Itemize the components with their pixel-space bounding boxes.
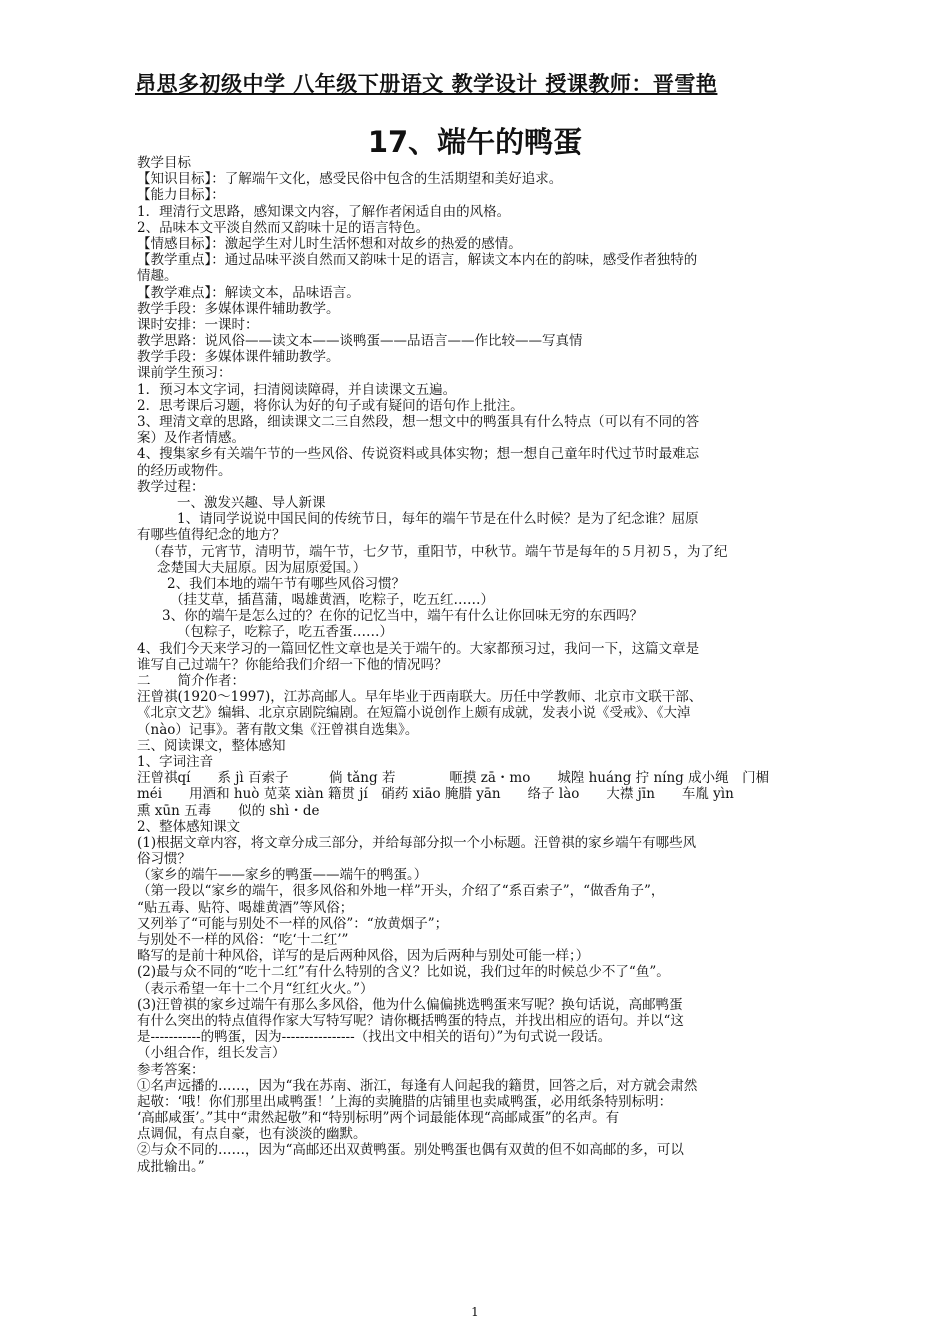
teaching-approach: 教学思路：说风俗——读文本——谈鸭蛋——品语言——作比较——写真情 bbox=[137, 333, 583, 350]
preview-3: 3、理清文章的思路，细读课文二三自然段，想一想文中的鸭蛋具有什么特点（可以有不同的答 bbox=[137, 414, 700, 430]
question-1-cont: 有哪些值得纪念的地方？ bbox=[137, 527, 286, 544]
author-heading: 二 简介作者： bbox=[137, 673, 245, 689]
task-3-note: （小组合作，组长发言） bbox=[137, 1045, 286, 1062]
reference-1-cont-3: 点调侃，有点自豪，也有淡淡的幽默。 bbox=[137, 1126, 367, 1143]
ability-goal-2: 2、品味本文平淡自然而又韵味十足的语言特色。 bbox=[137, 219, 430, 236]
step-1-heading: 一、激发兴趣、导人新课 bbox=[177, 494, 326, 511]
page-header: 昂思多初级中学 八年级下册语文 教学设计 授课教师：晋雪艳 bbox=[135, 72, 718, 96]
task-3-cont-2: 是-----------的鸭蛋，因为----------------（找出文中相关的语句）”为句式说一段话。 bbox=[137, 1029, 612, 1046]
question-4: 4、我们今天来学习的一篇回忆性文章也是关于端午的。大家都预习过，我问一下，这篇文章是 bbox=[137, 640, 700, 657]
knowledge-goal: 【知识目标】：了解端午文化，感受民俗中包含的生活期望和美好追求。 bbox=[137, 171, 563, 188]
question-2: 2、我们本地的端午节有哪些风俗习惯？ bbox=[167, 575, 406, 592]
teaching-difficulty: 【教学难点】：解读文本，品味语言。 bbox=[137, 284, 360, 301]
section-heading: 教学目标 bbox=[137, 155, 191, 171]
reference-1-cont-2: ‘高邮咸蛋’。”其中“肃然起敬”和“特别标明”两个词最能体现“高邮咸蛋”的名声。有 bbox=[137, 1110, 620, 1127]
task-2-answer: （表示希望一年十二个月“红红火火。”） bbox=[137, 980, 374, 997]
answer-3: （包粽子，吃粽子，吃五香蛋……） bbox=[177, 624, 393, 641]
teaching-means: 教学手段：多媒体课件辅助教学。 bbox=[137, 300, 340, 317]
lesson-body bbox=[137, 155, 817, 1175]
task-2: (2)最与众不同的“吃十二红”有什么特别的含义？比如说，我们过年的时候总少不了“鱼”。 bbox=[137, 964, 670, 981]
task-1-detail-1: （第一段以“家乡的端午，很多风俗和外地一样”开头，介绍了“系百索子”，“做香角子”， bbox=[137, 883, 665, 900]
overview-heading: 2、整体感知课文 bbox=[137, 818, 241, 835]
question-3: 3、你的端午是怎么过的？在你的记忆当中，端午有什么让你回味无穷的东西吗？ bbox=[162, 608, 644, 625]
preview-heading: 课前学生预习： bbox=[137, 365, 232, 382]
question-1: 1、请同学说说中国民间的传统节日，每年的端午节是在什么时候？是为了纪念谁？屈原 bbox=[177, 511, 699, 528]
emotion-goal: 【情感目标】：激起学生对儿时生活怀想和对故乡的热爱的感情。 bbox=[137, 235, 522, 252]
task-3: (3)汪曾祺的家乡过端午有那么多风俗，他为什么偏偏挑选鸭蛋来写呢？换句话说，高邮鸭蛋 bbox=[137, 996, 683, 1013]
task-1: (1)根据文章内容，将文章分成三部分，并给每部分拟一个小标题。汪曾祺的家乡端午有哪些风 bbox=[137, 834, 697, 851]
task-1-answer: （家乡的端午——家乡的鸭蛋——端午的鸭蛋。） bbox=[137, 867, 428, 884]
answer-1-cont: 念楚国大夫屈原。因为屈原爱国。） bbox=[157, 559, 367, 576]
task-1-detail-2: “贴五毒、贴符、喝雄黄酒”等风俗； bbox=[137, 899, 354, 916]
reading-heading: 三、阅读课文，整体感知 bbox=[137, 737, 286, 754]
task-1-detail-5: 略写的是前十种风俗，详写的是后两种风俗，因为后两种与别处可能一样；） bbox=[137, 948, 590, 965]
teaching-focus-cont: 情趣。 bbox=[137, 268, 178, 285]
question-4-cont: 谁写自己过端午？你能给我们介绍一下他的情况吗？ bbox=[137, 656, 448, 673]
answer-2: （挂艾草，插菖蒲，喝雄黄酒，吃粽子，吃五红……） bbox=[170, 592, 494, 609]
task-1-detail-3: 又列举了“可能与别处不一样的风俗”：“放黄烟子”； bbox=[137, 915, 449, 932]
preview-4-cont: 的经历或物件。 bbox=[137, 462, 232, 479]
ability-goal-heading: 【能力目标】： bbox=[137, 187, 225, 204]
teaching-focus: 【教学重点】：通过品味平淡自然而又韵味十足的语言，解读文本内在的韵味，感受作者独特的 bbox=[137, 252, 698, 269]
preview-3-cont: 案）及作者情感。 bbox=[137, 430, 245, 447]
reference-1: ①名声远播的……，因为“我在苏南、浙江，每逢有人问起我的籍贯，回答之后，对方就会肃然 bbox=[137, 1077, 698, 1094]
author-bio-2: 《北京文艺》编辑、北京京剧院编剧。在短篇小说创作上颇有成就，发表小说《受戒》、《大淖 bbox=[137, 705, 691, 722]
page-number: 1 bbox=[471, 1305, 479, 1319]
reference-2: ②与众不同的……，因为“高邮还出双黄鸭蛋。别处鸭蛋也偶有双黄的但不如高邮的多，可以 bbox=[137, 1142, 684, 1159]
author-bio-3: （nào）记事》。著有散文集《汪曾祺自选集》。 bbox=[137, 721, 419, 738]
reference-2-cont: 成批输出。” bbox=[137, 1158, 205, 1175]
author-bio-1: 汪曾祺(1920～1997)，江苏高邮人。早年毕业于西南联大。历任中学教师、北京市文联干部、 bbox=[137, 689, 703, 706]
ability-goal-1: 1．理清行文思路，感知课文内容，了解作者闲适自由的风格。 bbox=[137, 203, 511, 220]
process-heading: 教学过程： bbox=[137, 478, 205, 495]
task-3-cont-1: 有什么突出的特点值得作家大写特写呢？请你概括鸭蛋的特点，并找出相应的语句。并以“这 bbox=[137, 1012, 684, 1029]
pinyin-heading: 1、字词注音 bbox=[137, 753, 214, 770]
pinyin-line-2: méi 用酒和 huò 苋菜 xiàn 籍贯 jí 硝药 xiāo 腌腊 yān 络子 lào 大襟 jīn 车胤 yìn bbox=[137, 786, 734, 803]
preview-4: 4、搜集家乡有关端午节的一些风俗、传说资料或具体实物；想一想自己童年时代过节时最难忘 bbox=[137, 446, 700, 463]
teaching-means-2: 教学手段：多媒体课件辅助教学。 bbox=[137, 349, 340, 366]
reference-heading: 参考答案： bbox=[137, 1061, 205, 1078]
reference-1-cont-1: 起敬：‘哦！你们那里出咸鸭蛋！’上海的卖腌腊的店铺里也卖咸鸭蛋，必用纸条特别标明： bbox=[137, 1093, 673, 1110]
pinyin-line-1: 汪曾祺qí 系 jì 百索子 倘 tǎng 若 咂摸 zā・mo 城隍 huáng 拧 níng 成小绳 门楣 bbox=[137, 770, 770, 787]
class-hours: 课时安排：一课时： bbox=[137, 316, 259, 333]
preview-1: 1．预习本文字词，扫清阅读障碍，并自读课文五遍。 bbox=[137, 381, 457, 398]
preview-2: 2．思考课后习题，将你认为好的句子或有疑问的语句作上批注。 bbox=[137, 397, 524, 414]
answer-1: （春节，元宵节，清明节，端午节，七夕节，重阳节，中秋节。端午节是每年的５月初５，为了纪 bbox=[147, 543, 728, 560]
lesson-title: 17、端午的鸭蛋 bbox=[367, 125, 583, 159]
task-1-cont: 俗习惯？ bbox=[137, 851, 191, 868]
task-1-detail-4: 与别处不一样的风俗：“吃‘十二红’” bbox=[137, 932, 349, 948]
pinyin-line-3: 熏 xūn 五毒 似的 shì・de bbox=[137, 802, 320, 819]
